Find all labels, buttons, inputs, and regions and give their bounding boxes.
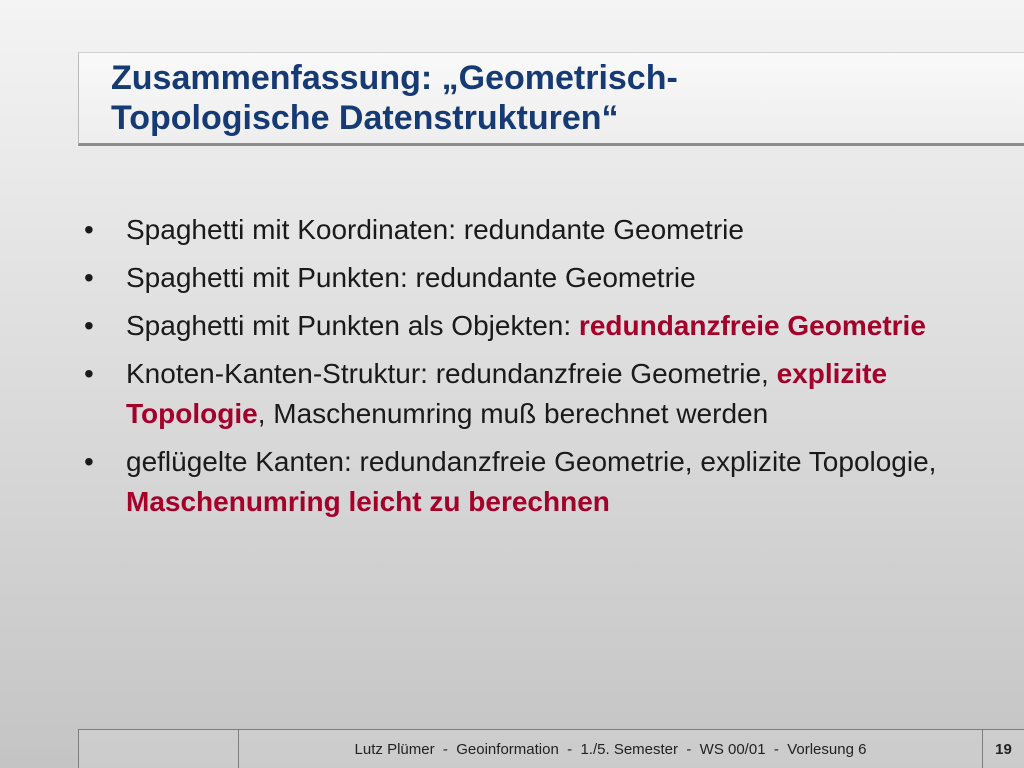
bullet-item: [84, 210, 954, 250]
footer-text: Lutz Plümer - Geoinformation - 1./5. Semester - WS 00/01 - Vorlesung 6: [239, 730, 983, 768]
bullet-text: Spaghetti mit Punkten als Objekten:: [126, 310, 579, 341]
bullet-highlight: Maschenumring leicht zu berechnen: [126, 486, 610, 517]
bullet-item: [84, 258, 954, 298]
bullet-item: [84, 354, 954, 434]
bullet-icon: •: [84, 262, 94, 293]
bullet-item: [84, 442, 954, 522]
title-area: [78, 52, 1024, 146]
footer-empty-cell: [79, 730, 239, 768]
title-line-1: Zusammenfassung: „Geometrisch-: [111, 59, 678, 97]
bullet-item: [84, 306, 954, 346]
bullet-text: , Maschenumring muß berechnet werden: [257, 398, 769, 429]
title-line-2: Topologische Datenstrukturen“: [111, 99, 619, 137]
bullet-text: Spaghetti mit Koordinaten: redundante Geometrie: [126, 214, 744, 245]
bullet-icon: •: [84, 214, 94, 245]
bullet-text: Knoten-Kanten-Struktur: redundanzfreie Geometrie,: [126, 358, 777, 389]
bullet-text: Spaghetti mit Punkten: redundante Geometrie: [126, 262, 696, 293]
bullet-highlight: explizite Topologie: [126, 358, 888, 429]
bullet-icon: •: [84, 446, 94, 477]
bullet-list: [84, 210, 954, 530]
bullet-icon: •: [84, 310, 94, 341]
bullet-highlight: redundanzfreie Geometrie: [578, 310, 926, 341]
bullet-text: geflügelte Kanten: redundanzfreie Geometrie, explizite Topologie,: [126, 446, 937, 477]
slide-title: [111, 58, 678, 138]
bullet-icon: •: [84, 358, 94, 389]
page-number: 19: [995, 740, 1012, 758]
footer-bar: [78, 729, 1024, 768]
